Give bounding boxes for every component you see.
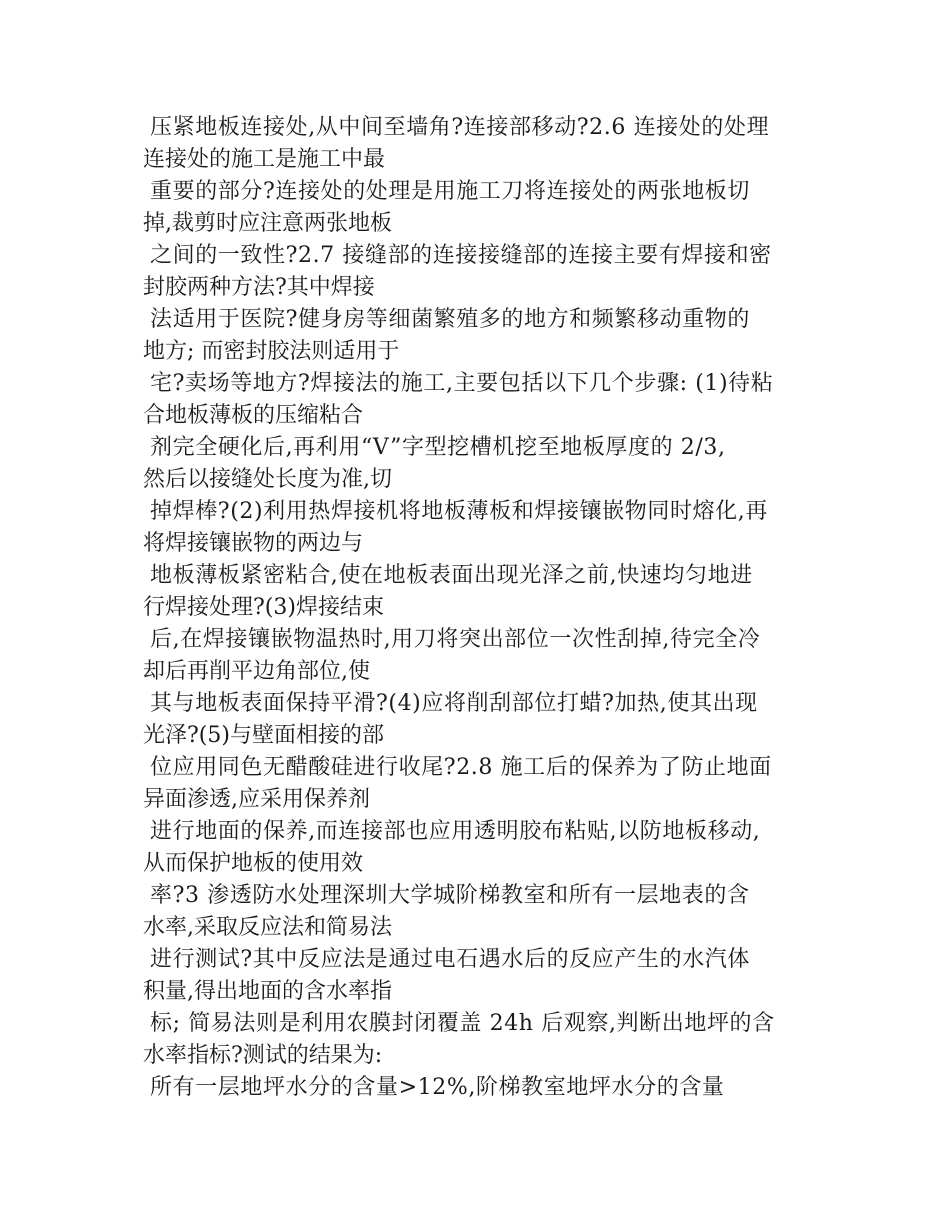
text-line: 进行测试?其中反应法是通过电石遇水后的反应产生的水汽体 — [150, 947, 750, 972]
text-line: 压紧地板连接处,从中间至墙角?连接部移动?2.6 连接处的处理 — [150, 115, 770, 140]
text-line: 标; 简易法则是利用农膜封闭覆盖 24h 后观察,判断出地坪的含 — [150, 1011, 775, 1036]
text-line: 水率指标?测试的结果为: — [143, 1043, 383, 1068]
text-line: 积量,得出地面的含水率指 — [143, 979, 392, 1004]
body-text — [143, 112, 813, 1104]
text-line: 之间的一致性?2.7 接缝部的连接接缝部的连接主要有焊接和密 — [150, 243, 772, 268]
text-line: 光泽?(5)与壁面相接的部 — [143, 723, 384, 748]
text-line: 掉焊棒?(2)利用热焊接机将地板薄板和焊接镶嵌物同时熔化,再 — [150, 499, 768, 524]
text-line: 水率,采取反应法和简易法 — [143, 915, 392, 940]
text-line: 重要的部分?连接处的处理是用施工刀将连接处的两张地板切 — [150, 179, 750, 204]
text-line: 然后以接缝处长度为准,切 — [143, 467, 392, 492]
text-line: 法适用于医院?健身房等细菌繁殖多的地方和频繁移动重物的 — [150, 307, 750, 332]
text-line: 所有一层地坪水分的含量>12%,阶梯教室地坪水分的含量 — [150, 1075, 725, 1100]
text-line: 其与地板表面保持平滑?(4)应将削刮部位打蜡?加热,使其出现 — [150, 691, 758, 716]
text-line: 行焊接处理?(3)焊接结束 — [143, 595, 384, 620]
text-line: 地方; 而密封胶法则适用于 — [143, 339, 400, 364]
text-line: 合地板薄板的压缩粘合 — [143, 403, 364, 428]
text-line: 后,在焊接镶嵌物温热时,用刀将突出部位一次性刮掉,待完全冷 — [150, 627, 761, 652]
text-line: 从而保护地板的使用效 — [143, 851, 364, 876]
text-line: 进行地面的保养,而连接部也应用透明胶布粘贴,以防地板移动, — [150, 819, 761, 844]
text-line: 封胶两种方法?其中焊接 — [143, 275, 375, 300]
text-line: 掉,裁剪时应注意两张地板 — [143, 211, 392, 236]
text-line: 剂完全硬化后,再利用“V”字型挖槽机挖至地板厚度的 2/3, — [150, 435, 726, 460]
text-line: 位应用同色无醋酸硅进行收尾?2.8 施工后的保养为了防止地面 — [150, 755, 772, 780]
text-line: 异面渗透,应采用保养剂 — [143, 787, 370, 812]
text-line: 将焊接镶嵌物的两边与 — [143, 531, 364, 556]
text-line: 宅?卖场等地方?焊接法的施工,主要包括以下几个步骤: (1)待粘 — [150, 371, 774, 396]
text-line: 地板薄板紧密粘合,使在地板表面出现光泽之前,快速均匀地进 — [150, 563, 753, 588]
text-line: 却后再削平边角部位,使 — [143, 659, 370, 684]
text-line: 率?3 渗透防水处理深圳大学城阶梯教室和所有一层地表的含 — [150, 883, 750, 908]
text-line: 连接处的施工是施工中最 — [143, 147, 386, 172]
